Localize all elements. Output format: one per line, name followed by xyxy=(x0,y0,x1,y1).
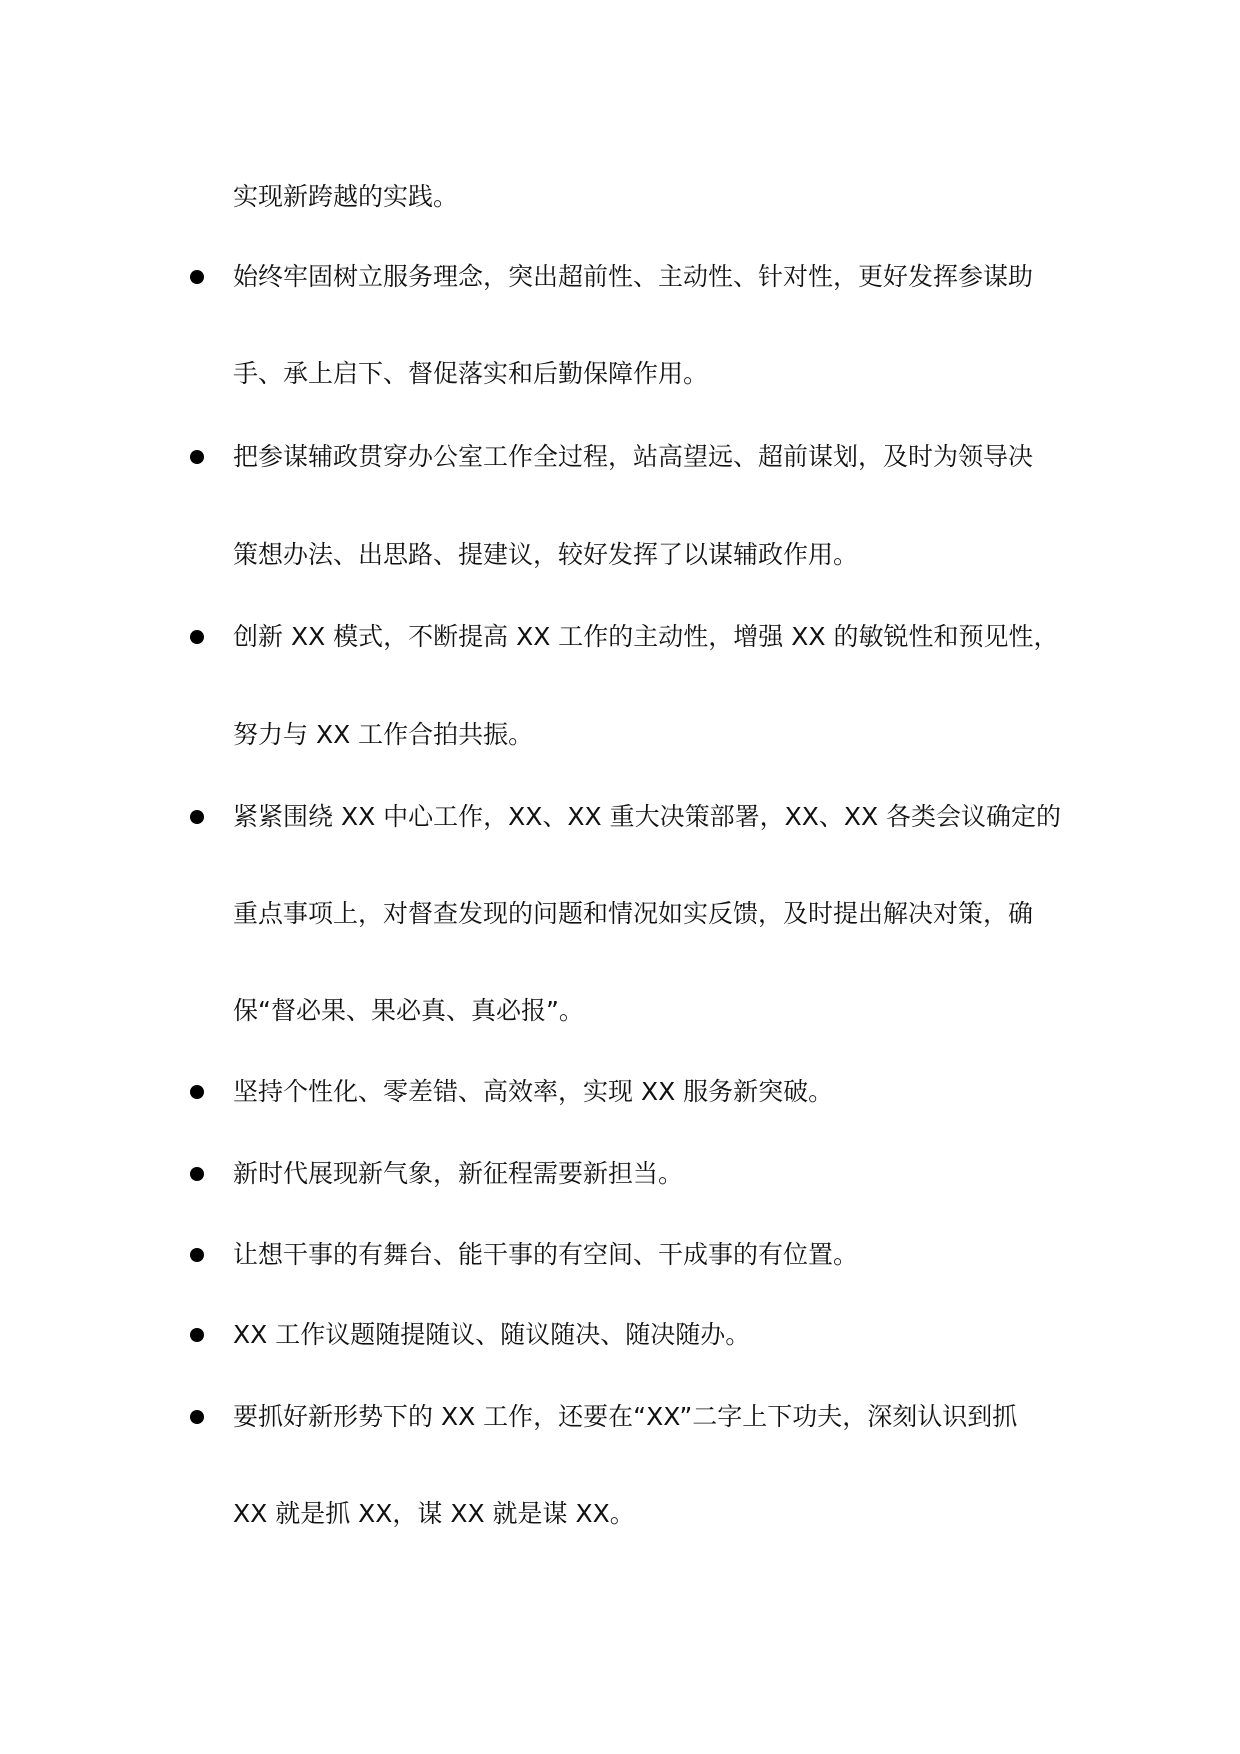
text-line: 坚持个性化、零差错、高效率，实现 XX 服务新突破。 xyxy=(233,1077,834,1106)
bullet-icon xyxy=(190,810,204,824)
text-line: 重点事项上，对督查发现的问题和情况如实反馈，及时提出解决对策，确 xyxy=(233,899,1034,928)
bullet-icon xyxy=(190,630,204,644)
bullet-icon xyxy=(190,1410,204,1424)
text-line: 把参谋辅政贯穿办公室工作全过程，站高望远、超前谋划，及时为领导决 xyxy=(233,442,1034,471)
text-line: 实现新跨越的实践。 xyxy=(233,182,459,211)
text-line: 保“督必果、果必真、真必报”。 xyxy=(233,996,584,1025)
bullet-icon xyxy=(190,450,204,464)
text-line: 策想办法、出思路、提建议，较好发挥了以谋辅政作用。 xyxy=(233,540,859,569)
text-line: 让想干事的有舞台、能干事的有空间、干成事的有位置。 xyxy=(233,1240,859,1269)
text-line: 手、承上启下、督促落实和后勤保障作用。 xyxy=(233,359,709,388)
bullet-icon xyxy=(190,1167,204,1181)
text-line: 始终牢固树立服务理念，突出超前性、主动性、针对性，更好发挥参谋助 xyxy=(233,262,1034,291)
bullet-icon xyxy=(190,1085,204,1099)
text-line: 要抓好新形势下的 XX 工作，还要在“XX”二字上下功夫，深刻认识到抓 xyxy=(233,1402,1018,1431)
text-line: 创新 XX 模式，不断提高 XX 工作的主动性，增强 XX 的敏锐性和预见性， xyxy=(233,622,1059,651)
text-line: XX 就是抓 XX，谋 XX 就是谋 XX。 xyxy=(233,1499,635,1528)
text-line: 努力与 XX 工作合拍共振。 xyxy=(233,720,534,749)
bullet-icon xyxy=(190,270,204,284)
text-line: 新时代展现新气象，新征程需要新担当。 xyxy=(233,1159,684,1188)
text-line: 紧紧围绕 XX 中心工作，XX、XX 重大决策部署，XX、XX 各类会议确定的 xyxy=(233,802,1062,831)
bullet-icon xyxy=(190,1248,204,1262)
text-line: XX 工作议题随提随议、随议随决、随决随办。 xyxy=(233,1320,751,1349)
bullet-icon xyxy=(190,1328,204,1342)
